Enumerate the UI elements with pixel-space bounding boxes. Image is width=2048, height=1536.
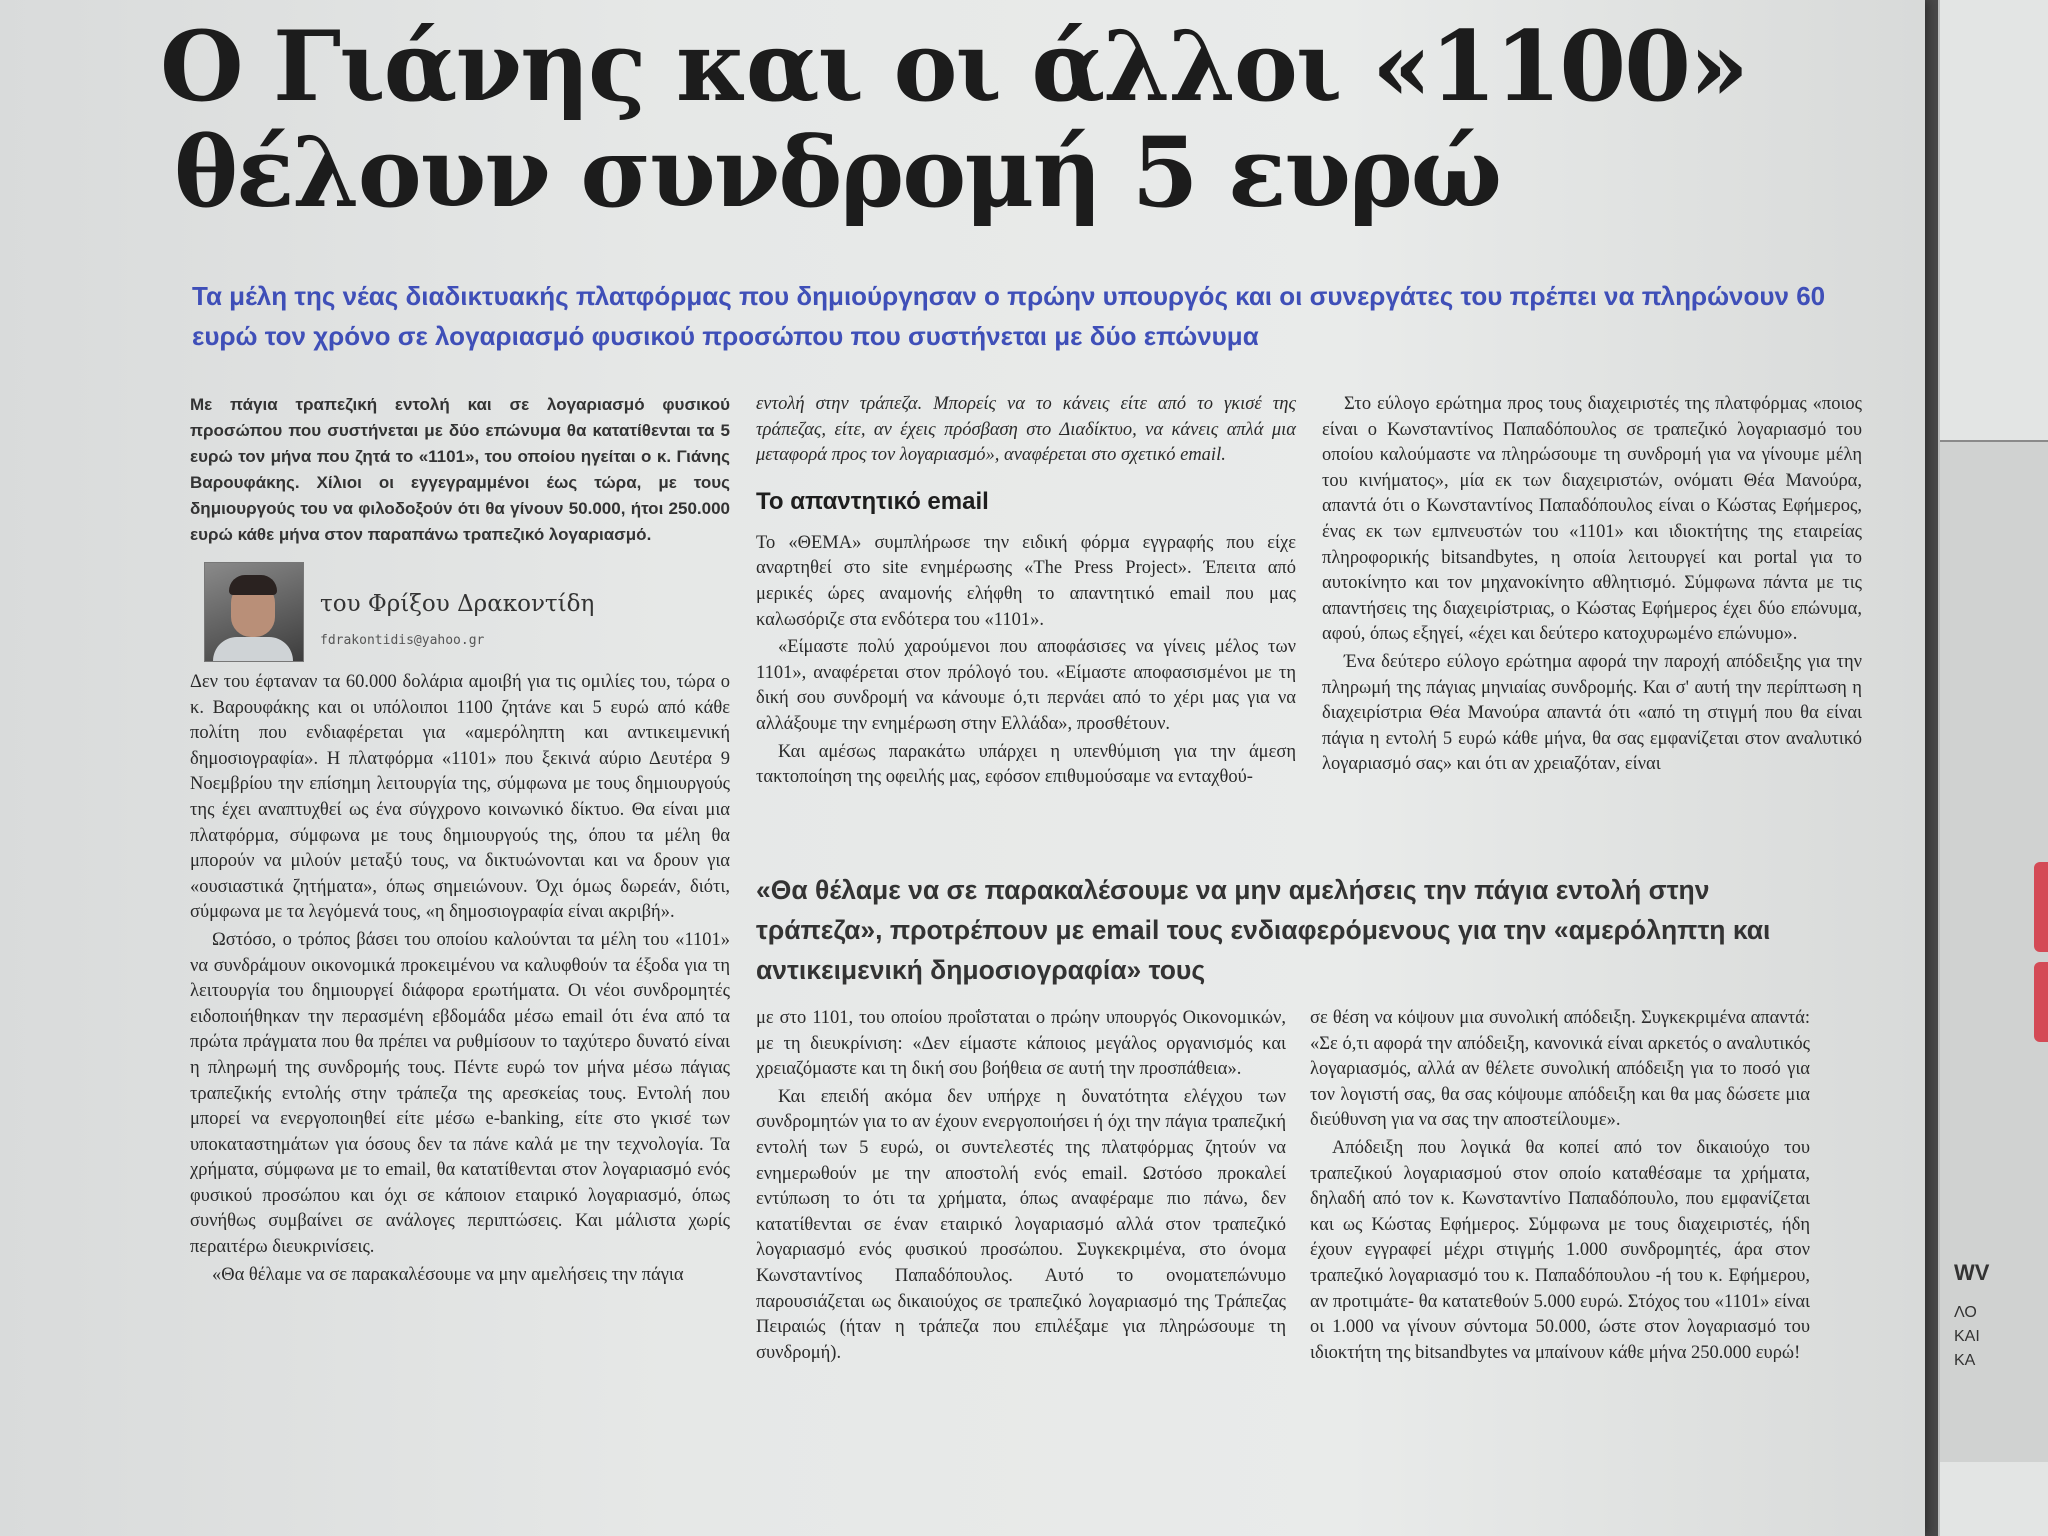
headline-line-1: Ο Γιάνης και οι άλλοι «1100» [160,10,1748,123]
column-3-bottom [1310,1006,1810,1368]
adjacent-page-panel [1940,440,2048,1462]
body-paragraph: Στο εύλογο ερώτημα προς τους διαχειριστές της πλατφόρμας «ποιος είναι ο Κωνσταντίνος Παπαδόπουλος σε τραπεζικό λογαριασμό του οποίου καλούμαστε να πληρώσουμε τη συνδρομή για να γίνουμε μέλη του κινήματος», μία εκ των διαχειριστών, ονόματι Θέα Μανούρα, απαντά ότι ο Κωνσταντίνος Παπαδόπουλος είναι ο Κώστας Εφήμερος, ένας εκ των εμπνευστών του «1101» και ιδιοκτήτης της εταιρείας πληροφορικής bitsandbytes, η οποία λειτουργεί και portal για το αυτοκίνητο και τον μηχανοκίνητο αθλητισμό. Σύμφωνα πάντα με τις απαντήσεις της διαχειρίστριας, ο Κώστας Εφήμερος έχει δύο επώνυμα, αφού, όπως εξηγεί, «έχει και δεύτερο κατοχυρωμένο επώνυμο». [1322,394,1862,645]
lead-paragraph: Με πάγια τραπεζική εντολή και σε λογαριασμό φυσικού προσώπου που συστήνεται με δύο επώνυμα θα κατατίθενται τα 5 ευρώ τον μήνα που ζητά το «1101», του οποίου ηγείται ο κ. Γιάνης Βαρουφάκης. Χίλιοι οι εγγεγραμμένοι έως τώρα, με τους δημιουργούς του να φιλοδοξούν ότι θα γίνουν 50.000, ήτοι 250.000 ευρώ κάθε μήνα στον παραπάνω τραπεζικό λογαριασμό. [190,395,730,544]
body-paragraph: «Θα θέλαμε να σε παρακαλέσουμε να μην αμελήσεις την πάγια [212,1264,684,1285]
byline [190,562,730,664]
body-paragraph: Και επειδή ακόμα δεν υπήρχε η δυνατότητα ελέγχου των συνδρομητών για το αν έχουν ενεργοποιήσει ή όχι την πάγια τραπεζική εντολή των 5 ευρώ, οι συντελεστές της πλατφόρμας ζητούν να ενημερωθούν με την αποστολή ενός email. Ωστόσο προκαλεί εντύπωση το ότι τα χρήματα, όπως αναφέραμε πιο πάνω, δεν κατατίθενται σε έναν εταιρικό λογαριασμό αλλά στον τραπεζικό λογαριασμό ενός φυσικού προσώπου. Συγκεκριμένα, στο όνομα Κωνσταντίνος Παπαδόπουλος. Αυτό το ονοματεπώνυμο παρουσιάζεται ως δικαιούχος σε τραπεζικό λογαριασμό της Τράπεζας Πειραιώς (ήταν η τράπεζα που επιλέξαμε για πληρώσουμε τη συνδρομή). [756,1086,1286,1363]
body-paragraph: σε θέση να κόψουν μια συνολική απόδειξη. Συγκεκριμένα απαντά: «Σε ό,τι αφορά την απόδειξη, κανονικά είναι αρκετός ο αναλυτικός λογαριασμός, αλλά αν θέλετε συνολική απόδειξη για το ποσό για τον λογιστή σας, θα σας κόψουμε απόδειξη και θα μας δώσετε μια διεύθυνση για να σας την αποστείλουμε». [1310,1008,1810,1131]
adjacent-text: ΚΑΙ [1954,1328,1980,1345]
body-paragraph: «Είμαστε πολύ χαρούμενοι που αποφάσισες να γίνεις μέλος των 1101», αναφέρεται στον πρόλογό του. «Είμαστε αποφασισμένοι με τη δική σου συνδρομή να κάνουμε ό,τι περνάει από το χέρι μας για να αλλάξουμε την ενημέρωση στην Ελλάδα», προσθέτουν. [756,637,1296,734]
body-paragraph: Απόδειξη που λογικά θα κοπεί από τον δικαιούχο του τραπεζικού λογαριασμού στον οποίο καταθέσαμε τα χρήματα, δηλαδή από τον κ. Κωνσταντίνο Παπαδόπουλο, που εμφανίζεται και ως Κώστας Εφήμερος. Σύμφωνα με τους διαχειριστές, ήδη έχουν εγγραφεί μέχρι στιγμής 1.000 συνδρομητές, άρα στον τραπεζικό λογαριασμό του κ. Παπαδόπουλου -ή του κ. Εφήμερου, αν προτιμάτε- θα κατατεθούν 5.000 ευρώ. Στόχος του «1101» είναι οι 1.000 να γίνουν σύντομα 50.000, ώστε στον λογαριασμό του ιδιοκτήτη της bitsandbytes να μπαίνουν κάθε μήνα 250.000 ευρώ! [1310,1137,1810,1363]
author-email[interactable]: fdrakontidis@yahoo.gr [320,633,485,648]
adjacent-page-edge [1938,0,2048,1536]
red-marker [2034,862,2048,952]
author-photo [204,562,304,662]
column-2-top [756,392,1296,793]
adjacent-text: ΚΑ [1954,1352,1976,1369]
body-paragraph: με στο 1101, του οποίου προΐσταται ο πρώην υπουργός Οικονομικών, με τη διευκρίνιση: «Δεν είμαστε κάποιος μεγάλος οργανισμός και χρειαζόμαστε και τη δική σου βοήθεια σε αυτή την προσπάθεια». [756,1008,1286,1080]
body-paragraph: Ένα δεύτερο εύλογο ερώτημα αφορά την παροχή απόδειξης για την πληρωμή της πάγιας μηνιαίας συνδρομής. Και σ' αυτή την περίπτωση η διαχειρίστρια Θέα Μανούρα απαντά ότι «από τη στιγμή που θα είναι πάγια η εντολή 5 ευρώ κάθε μήνα, θα σας εμφανίζεται στον αναλυτικό λογαριασμό σας» και ότι αν χρειαζόταν, είναι [1322,651,1862,775]
headline [160,10,1760,229]
column-2-bottom [756,1006,1286,1368]
body-paragraph: Και αμέσως παρακάτω υπάρχει η υπενθύμιση για την άμεση τακτοποίηση της οφειλής μας, εφόσον επιθυμούσαμε να ενταχθού- [756,741,1296,788]
section-heading: Το απαντητικό email [756,487,989,515]
column-3-top [1322,392,1862,780]
body-paragraph: Το «ΘΕΜΑ» συμπλήρωσε την ειδική φόρμα εγγραφής που είχε αναρτηθεί στο site ενημέρωσης «The Press Project». Έπειτα από μερικές ώρες αναμονής ελήφθη το απαντητικό email που μας καλωσόριζε στα ενδότερα του «1101». [756,532,1296,630]
body-paragraph: εντολή στην τράπεζα. Μπορείς να το κάνεις είτε από το γκισέ της τράπεζας, είτε, αν έχεις πρόσβαση στο Διαδίκτυο, να κάνεις απλά μια μεταφορά προς τον λογαριασμό», αναφέρεται στο σχετικό email. [756,394,1296,466]
body-paragraph: Δεν του έφταναν τα 60.000 δολάρια αμοιβή για τις ομιλίες του, τώρα ο κ. Βαρουφάκης και οι υπόλοιποι 1100 ζητάνε και 5 ευρώ από κάθε πολίτη που ενδιαφέρεται για «αμερόληπτη και αντικειμενική δημοσιογραφία». Η πλατφόρμα «1101» που ξεκινά αύριο Δευτέρα 9 Νοεμβρίου την επίσημη λειτουργία της, σύμφωνα με τους δημιουργούς της έχει αναπτυχθεί ως ένα σύγχρονο κοινωνικό δίκτυο. Θα είναι μια πλατφόρμα, σύμφωνα με τους δημιουργούς της, όπου τα μέλη θα μπορούν να μιλούν μεταξύ τους, να δικτυώνονται και να δρουν για «ουσιαστικά ζητήματα», όπως σημειώνουν. Όχι όμως δωρεάν, διότι, σύμφωνα με τα λεγόμενά τους, «η δημοσιογραφία είναι ακριβή». [190,672,730,923]
body-paragraph: Ωστόσο, ο τρόπος βάσει του οποίου καλούνται τα μέλη του «1101» να συνδράμουν οικονομικά προκειμένου να καλυφθούν τα έξοδα για τη λειτουργία του δημιουργεί διάφορα ερωτήματα. Οι νέοι συνδρομητές ειδοποιήθηκαν την περασμένη εβδομάδα μέσω email ότι ένα από τα πρώτα πράγματα που θα πρέπει να ρυθμίσουν το ταχύτερο δυνατό είναι η πληρωμή της συνδρομής τους. Πέντε ευρώ τον μήνα μέσω πάγιας τραπεζικής εντολής στην τράπεζα της αρεσκείας τους. Εντολή που μπορεί να ενεργοποιηθεί είτε μέσω e-banking, είτε στο γκισέ των υποκαταστημάτων για όσους δεν τα πάνε καλά με την τεχνολογία. Τα χρήματα, σύμφωνα με το email, θα κατατίθενται στον λογαριασμό ενός φυσικού προσώπου και όχι σε κάποιον εταιρικό λογαριασμό, όπως συνήθως συμβαίνει σε ανάλογες περιπτώσεις. Και μάλιστα χωρίς περαιτέρω διευκρινίσεις. [190,929,730,1258]
subheadline: Τα μέλη της νέας διαδικτυακής πλατφόρμας που δημιούργησαν ο πρώην υπουργός και οι συνεργάτες του πρέπει να πληρώνουν 60 ευρώ τον χρόνο σε λογαριασμό φυσικού προσώπου που συστήνεται με δύο επώνυμα [192,281,1826,351]
author-name: του Φρίξου Δρακοντίδη [320,591,595,617]
adjacent-text: WV [1954,1260,1990,1285]
column-1 [190,392,730,1290]
headline-line-2: θέλουν συνδρομή 5 ευρώ [174,116,1501,229]
red-marker [2034,962,2048,1042]
adjacent-text: ΛΟ [1954,1304,1977,1321]
pull-quote: «Θα θέλαμε να σε παρακαλέσουμε να μην αμελήσεις την πάγια εντολή στην τράπεζα», προτρέπουν με email τους ενδιαφερόμενους για την «αμερόληπτη και αντικειμενική δημοσιογραφία» τους [756,875,1771,985]
